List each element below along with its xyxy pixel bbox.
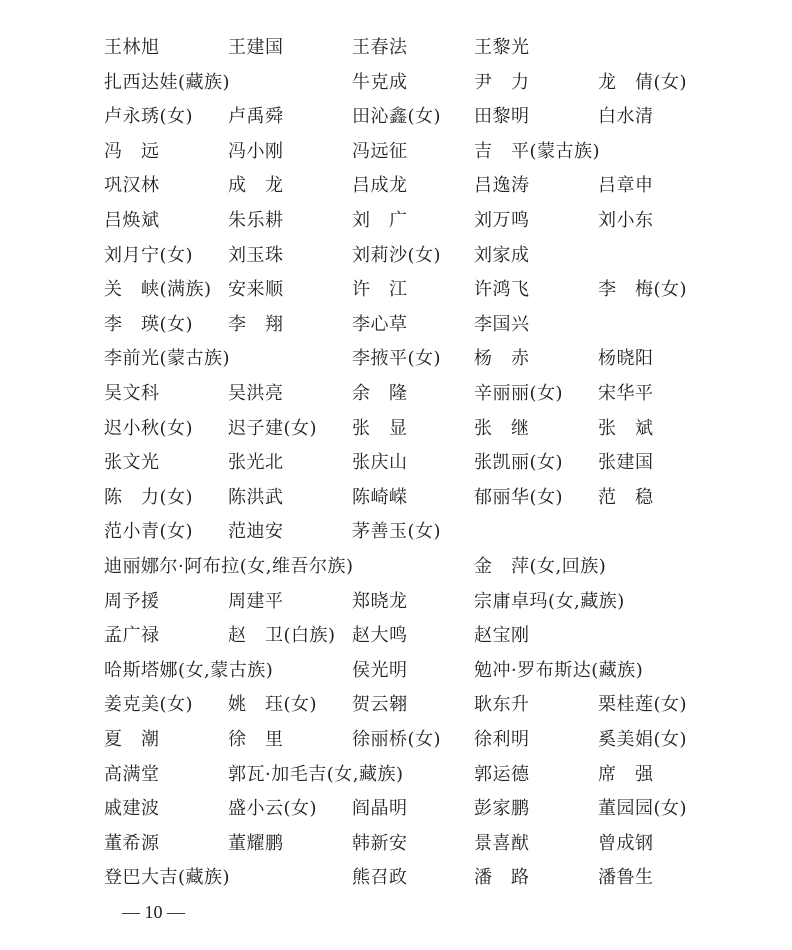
name-entry: 关 峡(满族) [104, 279, 212, 301]
name-entry: 席 强 [598, 763, 654, 785]
name-entry: 刘莉沙(女) [352, 244, 442, 266]
name-entry: 迟小秋(女) [104, 417, 194, 439]
name-entry: 范小青(女) [104, 521, 194, 543]
name-entry: 戚建波 [104, 798, 160, 820]
name-entry: 王黎光 [474, 37, 530, 58]
name-entry: 吕成龙 [352, 175, 408, 197]
name-entry: 赵宝刚 [474, 625, 530, 647]
name-entry: 景喜猷 [474, 832, 530, 854]
name-entry: 夏 潮 [104, 729, 160, 750]
name-entry: 李 瑛(女) [104, 313, 194, 335]
name-entry: 赵 卫(白族) [228, 625, 336, 647]
name-entry: 陈崎嵘 [352, 486, 408, 508]
name-entry: 阎晶明 [352, 798, 408, 820]
name-entry: 张 继 [474, 417, 530, 439]
name-entry: 张建国 [598, 452, 654, 474]
name-entry: 刘玉珠 [228, 244, 284, 266]
name-entry: 刘月宁(女) [104, 244, 194, 266]
name-entry: 张凯丽(女) [474, 452, 564, 474]
name-entry: 李 梅(女) [598, 279, 688, 301]
name-entry: 董园园(女) [598, 798, 688, 820]
name-entry: 杨 赤 [474, 348, 530, 370]
name-entry: 卢禹舜 [228, 106, 284, 128]
name-entry: 宋华平 [598, 383, 654, 404]
name-entry: 潘 路 [474, 867, 530, 889]
name-entry: 成 龙 [228, 175, 284, 197]
name-entry: 安来顺 [228, 279, 284, 301]
name-entry: 金 萍(女,回族) [474, 556, 607, 577]
name-entry: 吉 平(蒙古族) [474, 140, 601, 162]
name-entry: 冯 远 [104, 140, 160, 162]
name-entry: 王林旭 [104, 37, 160, 58]
name-entry: 李国兴 [474, 313, 530, 335]
name-entry: 奚美娟(女) [598, 729, 688, 750]
name-entry: 勉冲·罗布斯达(藏族) [474, 659, 644, 681]
name-entry: 吕章申 [598, 175, 654, 197]
name-entry: 耿东升 [474, 694, 530, 716]
name-entry: 许 江 [352, 279, 408, 301]
name-entry: 郭运德 [474, 763, 530, 785]
name-entry: 曾成钢 [598, 832, 654, 854]
name-entry: 牛克成 [352, 71, 408, 93]
name-entry: 张 显 [352, 417, 408, 439]
name-entry: 周予援 [104, 590, 160, 612]
name-entry: 冯小刚 [228, 140, 284, 162]
name-entry: 李前光(蒙古族) [104, 348, 231, 370]
name-entry: 卢永琇(女) [104, 106, 194, 128]
name-entry: 李心草 [352, 313, 408, 335]
name-entry: 田沁鑫(女) [352, 106, 442, 128]
name-entry: 郭瓦·加毛吉(女,藏族) [228, 763, 404, 785]
name-entry: 刘小东 [598, 210, 654, 231]
name-entry: 彭家鹏 [474, 798, 530, 820]
name-entry: 陈 力(女) [104, 486, 194, 508]
name-entry: 刘万鸣 [474, 210, 530, 231]
name-entry: 潘鲁生 [598, 867, 654, 889]
name-entry: 郑晓龙 [352, 590, 408, 612]
name-entry: 董希源 [104, 832, 160, 854]
name-entry: 熊召政 [352, 867, 408, 889]
name-entry: 许鸿飞 [474, 279, 530, 301]
name-entry: 张 斌 [598, 417, 654, 439]
name-entry: 余 隆 [352, 383, 408, 404]
name-entry: 李 翔 [228, 313, 284, 335]
name-entry: 登巴大吉(藏族) [104, 867, 231, 889]
name-entry: 宗庸卓玛(女,藏族) [474, 590, 625, 612]
name-entry: 李掖平(女) [352, 348, 442, 370]
name-entry: 范 稳 [598, 486, 654, 508]
name-entry: 韩新安 [352, 832, 408, 854]
name-entry: 盛小云(女) [228, 798, 318, 820]
name-entry: 赵大鸣 [352, 625, 408, 647]
name-entry: 哈斯塔娜(女,蒙古族) [104, 659, 274, 681]
name-entry: 迟子建(女) [228, 417, 318, 439]
name-entry: 高满堂 [104, 763, 160, 785]
name-entry: 侯光明 [352, 659, 408, 681]
name-entry: 张庆山 [352, 452, 408, 474]
name-entry: 孟广禄 [104, 625, 160, 647]
name-entry: 朱乐耕 [228, 210, 284, 231]
name-entry: 吴洪亮 [228, 383, 284, 404]
name-entry: 迪丽娜尔·阿布拉(女,维吾尔族) [104, 556, 354, 577]
name-entry: 徐利明 [474, 729, 530, 750]
name-entry: 范迪安 [228, 521, 284, 543]
name-entry: 刘家成 [474, 244, 530, 266]
name-entry: 吕焕斌 [104, 210, 160, 231]
name-entry: 徐 里 [228, 729, 284, 750]
name-entry: 徐丽桥(女) [352, 729, 442, 750]
name-entry: 扎西达娃(藏族) [104, 71, 231, 93]
name-entry: 姜克美(女) [104, 694, 194, 716]
name-entry: 吕逸涛 [474, 175, 530, 197]
name-entry: 茅善玉(女) [352, 521, 442, 543]
name-entry: 郁丽华(女) [474, 486, 564, 508]
name-entry: 栗桂莲(女) [598, 694, 688, 716]
name-entry: 田黎明 [474, 106, 530, 128]
name-entry: 姚 珏(女) [228, 694, 318, 716]
name-entry: 王春法 [352, 37, 408, 58]
name-entry: 巩汉林 [104, 175, 160, 197]
name-entry: 董耀鹏 [228, 832, 284, 854]
name-entry: 杨晓阳 [598, 348, 654, 370]
name-entry: 贺云翱 [352, 694, 408, 716]
name-entry: 王建国 [228, 37, 284, 58]
name-entry: 辛丽丽(女) [474, 383, 564, 404]
name-entry: 吴文科 [104, 383, 160, 404]
name-entry: 张文光 [104, 452, 160, 474]
page-number: — 10 — [122, 902, 185, 922]
name-entry: 龙 倩(女) [598, 71, 688, 93]
name-entry: 陈洪武 [228, 486, 284, 508]
name-entry: 周建平 [228, 590, 284, 612]
name-entry: 尹 力 [474, 71, 530, 93]
name-entry: 张光北 [228, 452, 284, 474]
name-entry: 白水清 [598, 106, 654, 128]
name-entry: 冯远征 [352, 140, 408, 162]
name-entry: 刘 广 [352, 210, 408, 231]
